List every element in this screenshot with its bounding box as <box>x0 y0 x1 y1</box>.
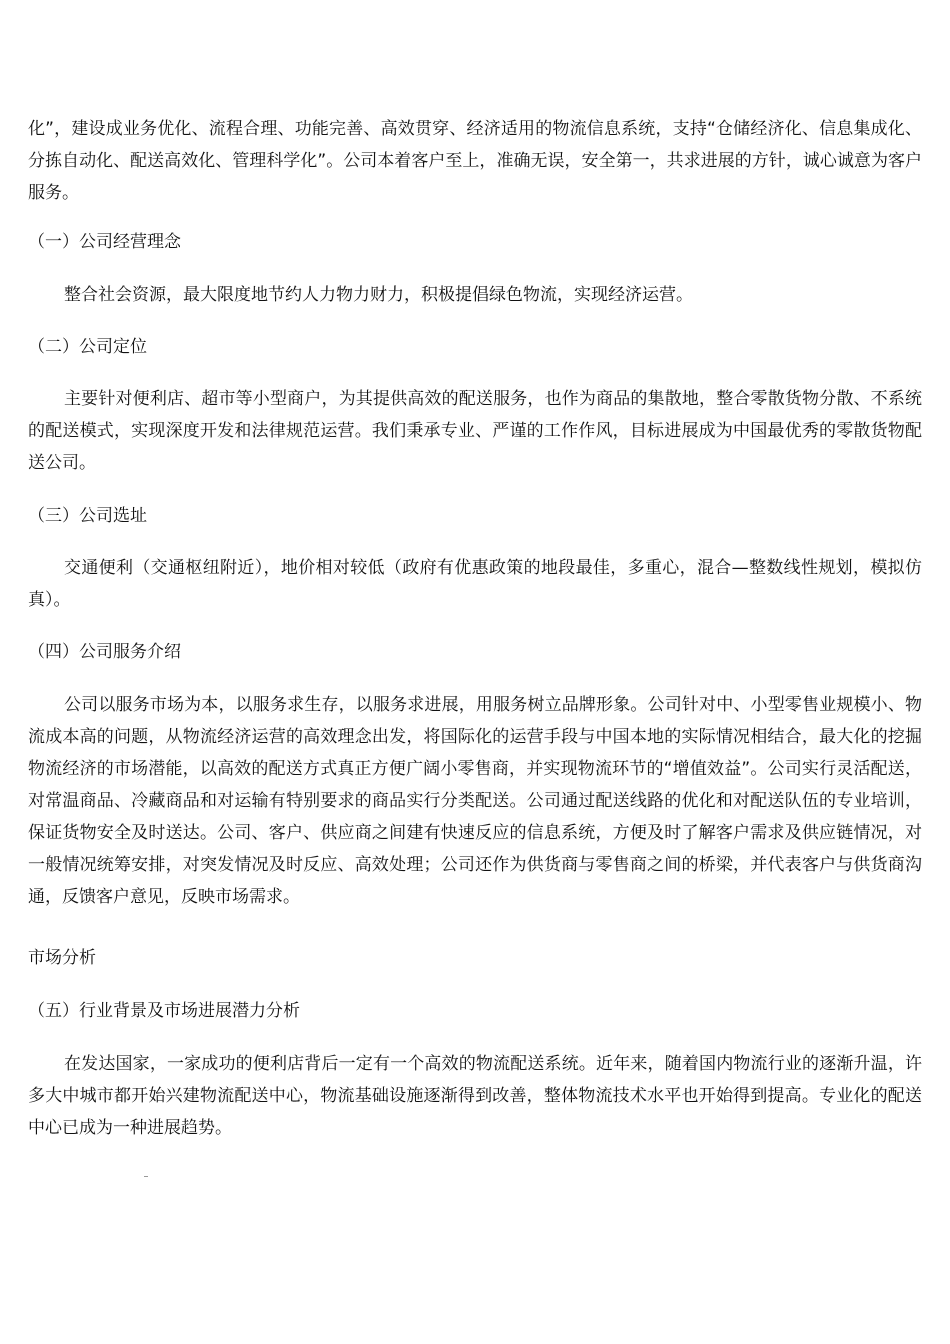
heading-industry-background: （五）行业背景及市场进展潜力分析 <box>28 1001 300 1021</box>
heading-company-positioning: （二）公司定位 <box>28 337 147 357</box>
heading-service-intro: （四）公司服务介绍 <box>28 642 181 662</box>
heading-business-philosophy: （一）公司经营理念 <box>28 232 181 252</box>
paragraph-industry-background: 在发达国家，一家成功的便利店背后一定有一个高效的物流配送系统。近年来，随着国内物流行业的逐渐升温，许多大中城市都开始兴建物流配送中心，物流基础设施逐渐得到改善，整体物流技术水平也开始得到提高。专业化的配送中心已成为一种进展趋势。 <box>28 1054 922 1138</box>
intro-paragraph: 化”，建设成业务优化、流程合理、功能完善、高效贯穿、经济适用的物流信息系统，支持“仓储经济化、信息集成化、分拣自动化、配送高效化、管理科学化”。公司本着客户至上，准确无误，安全第一，共求进展的方针，诚心诚意为客户服务。 <box>28 119 922 203</box>
paragraph-service-intro: 公司以服务市场为本，以服务求生存，以服务求进展，用服务树立品牌形象。公司针对中、小型零售业规模小、物流成本高的问题，从物流经济运营的高效理念出发，将国际化的运营手段与中国本地的实际情况相结合，最大化的挖掘物流经济的市场潜能，以高效的配送方式真正方便广阔小零售商，并实现物流环节的“增值效益”。公司实行灵活配送，对常温商品、冷藏商品和对运输有特别要求的商品实行分类配送。公司通过配送线路的优化和对配送队伍的专业培训，保证货物安全及时送达。公司、客户、供应商之间建有快速反应的信息系统，方便及时了解客户需求及供应链情况，对一般情况统筹安排，对突发情况及时反应、高效处理；公司还作为供货商与零售商之间的桥梁，并代表客户与供货商沟通，反馈客户意见，反映市场需求。 <box>28 695 922 907</box>
paragraph-site-selection: 交通便利（交通枢纽附近），地价相对较低（政府有优惠政策的地段最佳，多重心，混合—整数线性规划，模拟仿真）。 <box>28 558 922 610</box>
paragraph-business-philosophy: 整合社会资源，最大限度地节约人力物力财力，积极提倡绿色物流，实现经济运营。 <box>64 285 693 305</box>
heading-site-selection: （三）公司选址 <box>28 506 147 526</box>
section-title-market-analysis: 市场分析 <box>28 948 96 968</box>
scan-mark <box>144 1176 148 1177</box>
paragraph-company-positioning: 主要针对便利店、超市等小型商户，为其提供高效的配送服务，也作为商品的集散地，整合零散货物分散、不系统的配送模式，实现深度开发和法律规范运营。我们秉承专业、严谨的工作作风，目标进展成为中国最优秀的零散货物配送公司。 <box>28 389 922 473</box>
